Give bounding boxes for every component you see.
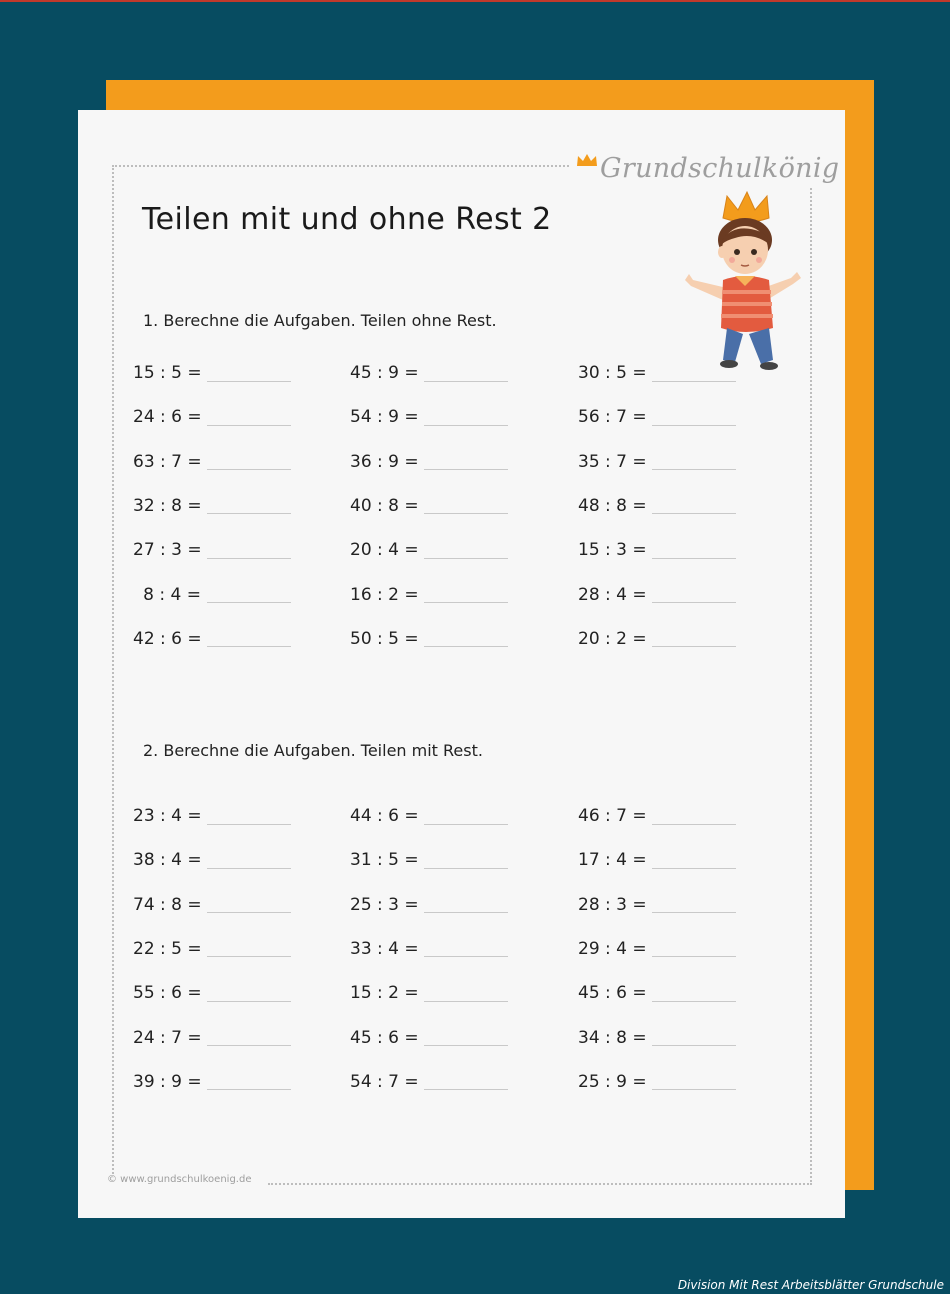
exercise-expression: 48 : 8 = (578, 495, 647, 516)
exercise-expression: 15 : 2 = (350, 983, 419, 1004)
answer-blank[interactable] (652, 912, 736, 913)
exercise-item (578, 629, 736, 649)
answer-blank[interactable] (424, 1089, 508, 1090)
exercise-item (133, 939, 291, 959)
exercise-expression: 27 : 3 = (133, 540, 202, 561)
exercise-expression: 44 : 6 = (350, 806, 419, 826)
answer-blank[interactable] (652, 602, 736, 603)
exercise-expression: 28 : 4 = (578, 584, 647, 605)
exercise-expression: 30 : 5 = (578, 363, 647, 383)
answer-blank[interactable] (652, 425, 736, 426)
exercise-item (578, 1028, 736, 1048)
answer-blank[interactable] (652, 558, 736, 559)
answer-blank[interactable] (207, 646, 291, 647)
footer-url: © www.grundschulkoenig.de (107, 1174, 255, 1185)
exercise-item (350, 850, 508, 870)
exercise-expression: 63 : 7 = (133, 451, 202, 472)
exercise-item (350, 895, 508, 915)
answer-blank[interactable] (424, 602, 508, 603)
exercise-expression: 20 : 2 = (578, 628, 647, 649)
brand-logo (570, 148, 843, 188)
exercise-item (578, 407, 736, 427)
exercise-item (578, 983, 736, 1003)
exercise-expression: 24 : 7 = (133, 1027, 202, 1048)
exercise-expression: 23 : 4 = (133, 806, 202, 826)
exercise-expression: 50 : 5 = (350, 628, 419, 649)
answer-blank[interactable] (424, 1001, 508, 1002)
exercise-expression: 56 : 7 = (578, 407, 647, 428)
exercise-expression: 20 : 4 = (350, 540, 419, 561)
answer-blank[interactable] (424, 824, 508, 825)
exercise-item (350, 540, 508, 560)
answer-blank[interactable] (652, 1001, 736, 1002)
exercise-expression: 39 : 9 = (133, 1071, 202, 1092)
exercise-item (133, 1028, 291, 1048)
answer-blank[interactable] (652, 824, 736, 825)
exercise-item (350, 939, 508, 959)
exercise-expression: 24 : 6 = (133, 407, 202, 428)
answer-blank[interactable] (207, 956, 291, 957)
exercise-item (133, 983, 291, 1003)
exercise-item (578, 363, 736, 383)
exercise-expression: 42 : 6 = (133, 628, 202, 649)
exercise-expression: 38 : 4 = (133, 850, 202, 871)
exercise-expression: 29 : 4 = (578, 938, 647, 959)
exercise-expression: 15 : 3 = (578, 540, 647, 561)
answer-blank[interactable] (424, 1045, 508, 1046)
exercise-expression: 15 : 5 = (133, 363, 202, 383)
answer-blank[interactable] (424, 425, 508, 426)
exercise-item (350, 806, 508, 826)
task2-heading: 2. Berechne die Aufgaben. Teilen mit Rest. (143, 741, 483, 760)
answer-blank[interactable] (652, 513, 736, 514)
answer-blank[interactable] (207, 425, 291, 426)
exercise-item (578, 850, 736, 870)
answer-blank[interactable] (424, 558, 508, 559)
answer-blank[interactable] (207, 868, 291, 869)
exercise-item (350, 585, 508, 605)
exercise-item (350, 1028, 508, 1048)
exercise-expression: 54 : 9 = (350, 407, 419, 428)
worksheet-page (78, 110, 845, 1218)
exercise-expression: 55 : 6 = (133, 983, 202, 1004)
answer-blank[interactable] (652, 469, 736, 470)
answer-blank[interactable] (424, 956, 508, 957)
exercise-item (578, 895, 736, 915)
exercise-expression: 8 : 4 = (143, 584, 201, 605)
exercise-item (350, 363, 508, 383)
exercise-expression: 22 : 5 = (133, 938, 202, 959)
footer-divider (268, 1183, 812, 1185)
exercise-expression: 17 : 4 = (578, 850, 647, 871)
answer-blank[interactable] (652, 868, 736, 869)
exercise-item (578, 806, 736, 826)
exercise-expression: 40 : 8 = (350, 495, 419, 516)
exercise-expression: 36 : 9 = (350, 451, 419, 472)
answer-blank[interactable] (207, 513, 291, 514)
brand-name: Grundschulkönig (600, 152, 840, 184)
answer-blank[interactable] (207, 469, 291, 470)
exercise-item (350, 983, 508, 1003)
exercise-expression: 33 : 4 = (350, 938, 419, 959)
answer-blank[interactable] (207, 1089, 291, 1090)
task1-heading: 1. Berechne die Aufgaben. Teilen ohne Rest. (143, 311, 497, 330)
answer-blank[interactable] (207, 912, 291, 913)
exercise-expression: 25 : 9 = (578, 1071, 647, 1092)
answer-blank[interactable] (652, 381, 736, 382)
exercise-expression: 46 : 7 = (578, 806, 647, 826)
exercise-item (133, 1072, 291, 1092)
answer-blank[interactable] (424, 469, 508, 470)
mascot-illustration (683, 188, 803, 378)
answer-blank[interactable] (652, 1089, 736, 1090)
exercise-item (350, 1072, 508, 1092)
exercise-item (578, 1072, 736, 1092)
exercise-item (578, 585, 736, 605)
exercise-item (133, 585, 291, 605)
answer-blank[interactable] (424, 868, 508, 869)
answer-blank[interactable] (207, 602, 291, 603)
exercise-expression: 35 : 7 = (578, 451, 647, 472)
answer-blank[interactable] (207, 381, 291, 382)
answer-blank[interactable] (207, 558, 291, 559)
exercise-item (133, 806, 291, 826)
answer-blank[interactable] (424, 912, 508, 913)
answer-blank[interactable] (424, 646, 508, 647)
exercise-item (578, 452, 736, 472)
exercise-item (578, 540, 736, 560)
exercise-item (133, 363, 291, 383)
exercise-item (133, 407, 291, 427)
answer-blank[interactable] (652, 956, 736, 957)
exercise-expression: 25 : 3 = (350, 894, 419, 915)
image-caption: Division Mit Rest Arbeitsblätter Grundschule (677, 1278, 944, 1292)
exercise-item (350, 452, 508, 472)
exercise-item (133, 496, 291, 516)
crown-icon (576, 153, 598, 167)
exercise-item (133, 540, 291, 560)
exercise-expression: 54 : 7 = (350, 1071, 419, 1092)
exercise-item (350, 629, 508, 649)
exercise-item (350, 407, 508, 427)
exercise-expression: 34 : 8 = (578, 1027, 647, 1048)
exercise-item (350, 496, 508, 516)
exercise-item (578, 939, 736, 959)
exercise-expression: 31 : 5 = (350, 850, 419, 871)
answer-blank[interactable] (207, 824, 291, 825)
exercise-expression: 28 : 3 = (578, 894, 647, 915)
exercise-item (133, 452, 291, 472)
exercise-expression: 45 : 6 = (350, 1027, 419, 1048)
exercise-item (133, 629, 291, 649)
answer-blank[interactable] (652, 1045, 736, 1046)
answer-blank[interactable] (207, 1001, 291, 1002)
answer-blank[interactable] (424, 513, 508, 514)
page-title: Teilen mit und ohne Rest 2 (142, 202, 552, 237)
exercise-expression: 74 : 8 = (133, 894, 202, 915)
exercise-expression: 45 : 9 = (350, 363, 419, 383)
exercise-expression: 16 : 2 = (350, 584, 419, 605)
answer-blank[interactable] (652, 646, 736, 647)
answer-blank[interactable] (424, 381, 508, 382)
exercise-item (578, 496, 736, 516)
exercise-expression: 32 : 8 = (133, 495, 202, 516)
answer-blank[interactable] (207, 1045, 291, 1046)
exercise-item (133, 895, 291, 915)
exercise-expression: 45 : 6 = (578, 983, 647, 1004)
exercise-item (133, 850, 291, 870)
